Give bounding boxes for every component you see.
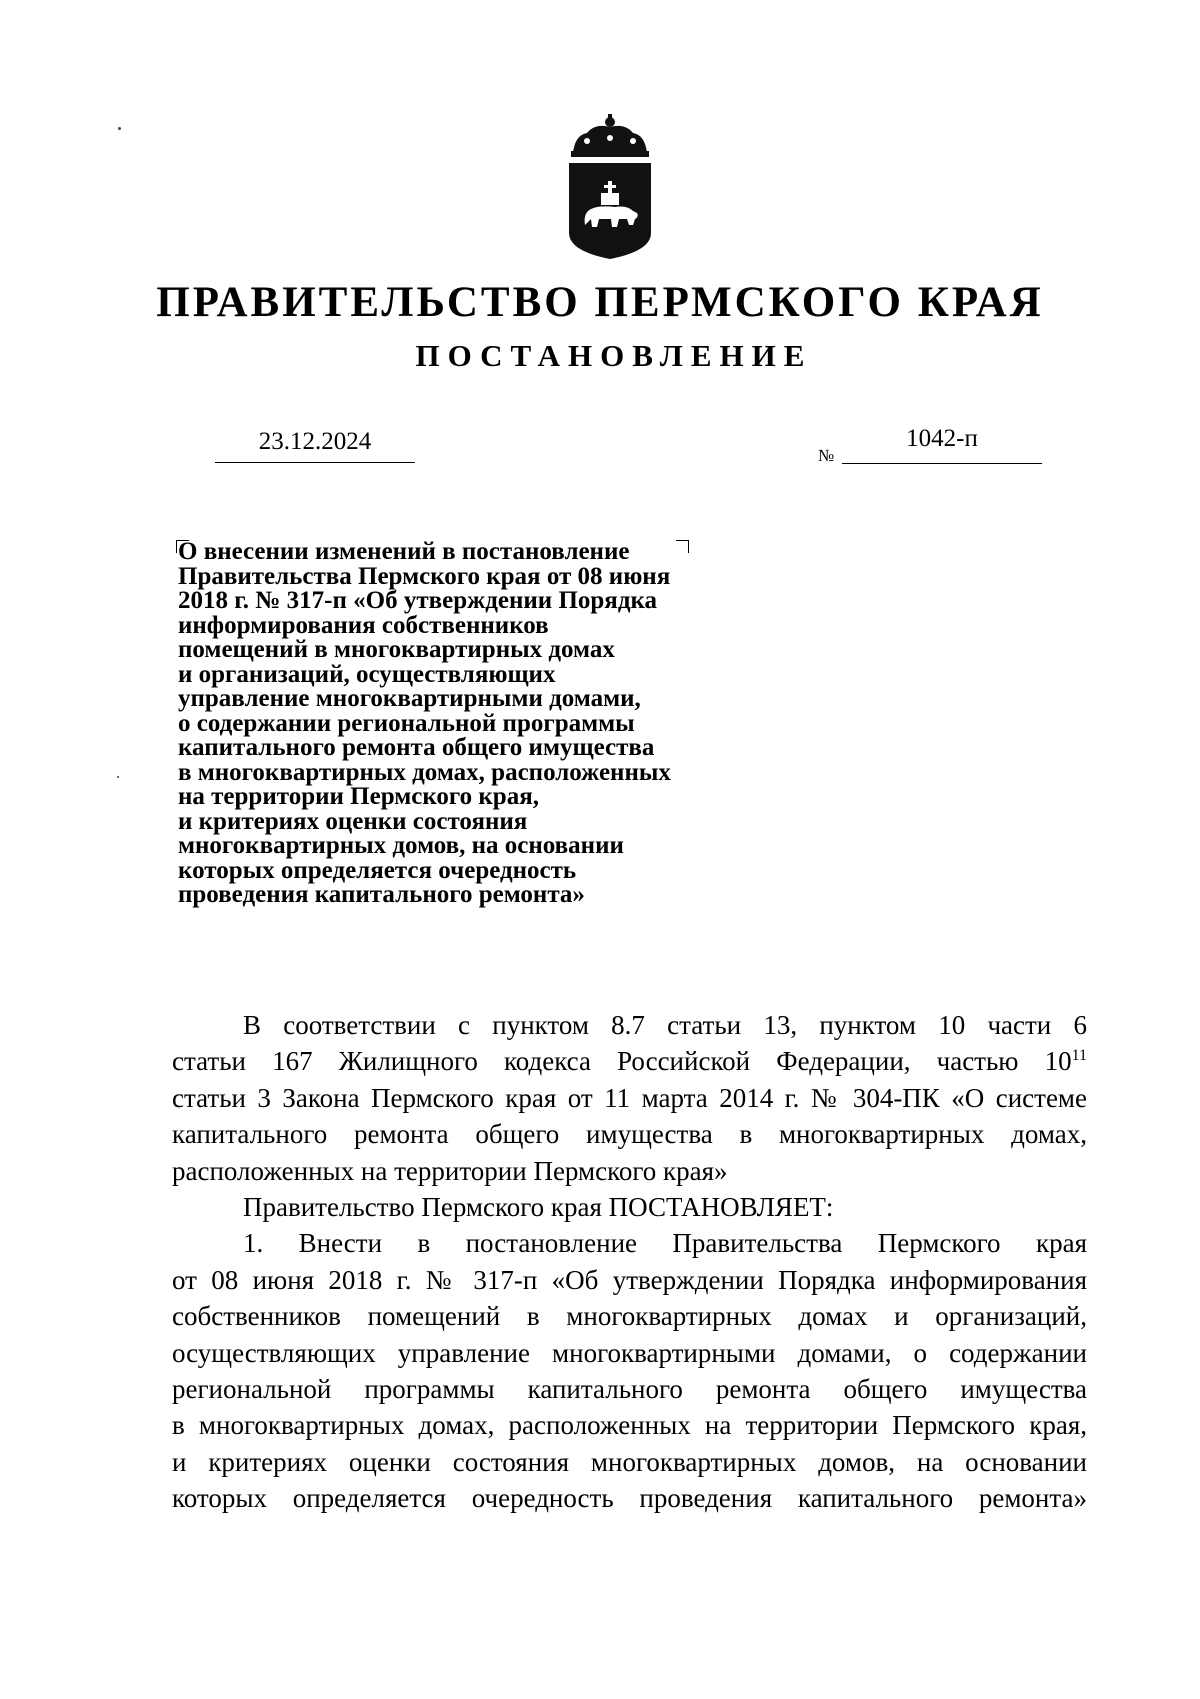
superscript: 11 bbox=[1071, 1047, 1087, 1065]
body-line: которых определяется очередность проведения капитального ремонта» bbox=[172, 1483, 1087, 1514]
number-sign: № bbox=[818, 446, 835, 465]
document-date: 23.12.2024 bbox=[258, 428, 372, 455]
subject-line: управление многоквартирными домами, bbox=[178, 685, 641, 712]
body-line bbox=[172, 1043, 1087, 1079]
subject-line: на территории Пермского края, bbox=[178, 783, 539, 810]
organization-title: ПРАВИТЕЛЬСТВО ПЕРМСКОГО КРАЯ bbox=[156, 279, 1044, 326]
subject-line: которых определяется очередность bbox=[178, 856, 577, 884]
subject-line: многоквартирных домов, на основании bbox=[178, 832, 624, 859]
subject-line: информирования собственников bbox=[178, 611, 549, 639]
body-line: 1. Внести в постановление Правительства Пермского края bbox=[243, 1228, 1087, 1259]
document-type-heading: ПОСТАНОВЛЕНИЕ bbox=[415, 338, 813, 373]
document-number: 1042-п bbox=[906, 425, 978, 452]
body-line: статьи 3 Закона Пермского края от 11 марта 2014 г. № 304-ПК «О системе bbox=[172, 1082, 1087, 1113]
scan-speck bbox=[118, 127, 121, 130]
body-line-text: статьи 167 Жилищного кодекса Российской Федерации, частью 10 bbox=[172, 1046, 1072, 1077]
subject-line: помещений в многоквартирных домах bbox=[178, 636, 615, 663]
subject-line: 2018 г. № 317-п «Об утверждении Порядка bbox=[178, 587, 657, 614]
document-body bbox=[172, 1007, 1087, 1516]
body-line: расположенных на территории Пермского края» bbox=[172, 1155, 728, 1186]
body-line: собственников помещений в многоквартирных домах и организаций, bbox=[172, 1301, 1087, 1332]
subject-line: и организаций, осуществляющих bbox=[178, 660, 556, 688]
body-line: Правительство Пермского края ПОСТАНОВЛЯЕТ: bbox=[243, 1191, 834, 1222]
body-line: в многоквартирных домах, расположенных на территории Пермского края, bbox=[172, 1410, 1087, 1441]
number-underline bbox=[842, 463, 1042, 464]
subject-line: в многоквартирных домах, расположенных bbox=[178, 758, 671, 786]
body-line: от 08 июня 2018 г. № 317-п «Об утверждении Порядка информирования bbox=[172, 1264, 1087, 1295]
body-line: осуществляющих управление многоквартирными домами, о содержании bbox=[172, 1337, 1087, 1368]
subject-line: капитального ремонта общего имущества bbox=[178, 734, 655, 761]
subject-line: о содержании региональной программы bbox=[178, 709, 635, 737]
subject-line: и критериях оценки состояния bbox=[178, 807, 528, 835]
subject-line: Правительства Пермского края от 08 июня bbox=[178, 562, 671, 590]
body-line: региональной программы капитального ремонта общего имущества bbox=[172, 1373, 1087, 1404]
body-line: В соответствии с пунктом 8.7 статьи 13, пунктом 10 части 6 bbox=[243, 1010, 1087, 1040]
scan-speck bbox=[117, 776, 119, 778]
date-underline bbox=[215, 462, 415, 463]
document-subject bbox=[178, 540, 768, 908]
perm-krai-coat-of-arms-icon bbox=[565, 113, 655, 261]
body-line: капитального ремонта общего имущества в многоквартирных домах, bbox=[172, 1119, 1087, 1150]
subject-line: проведения капитального ремонта» bbox=[178, 881, 585, 908]
body-line: и критериях оценки состояния многоквартирных домов, на основании bbox=[172, 1446, 1087, 1477]
subject-line: О внесении изменений в постановление bbox=[178, 538, 630, 565]
